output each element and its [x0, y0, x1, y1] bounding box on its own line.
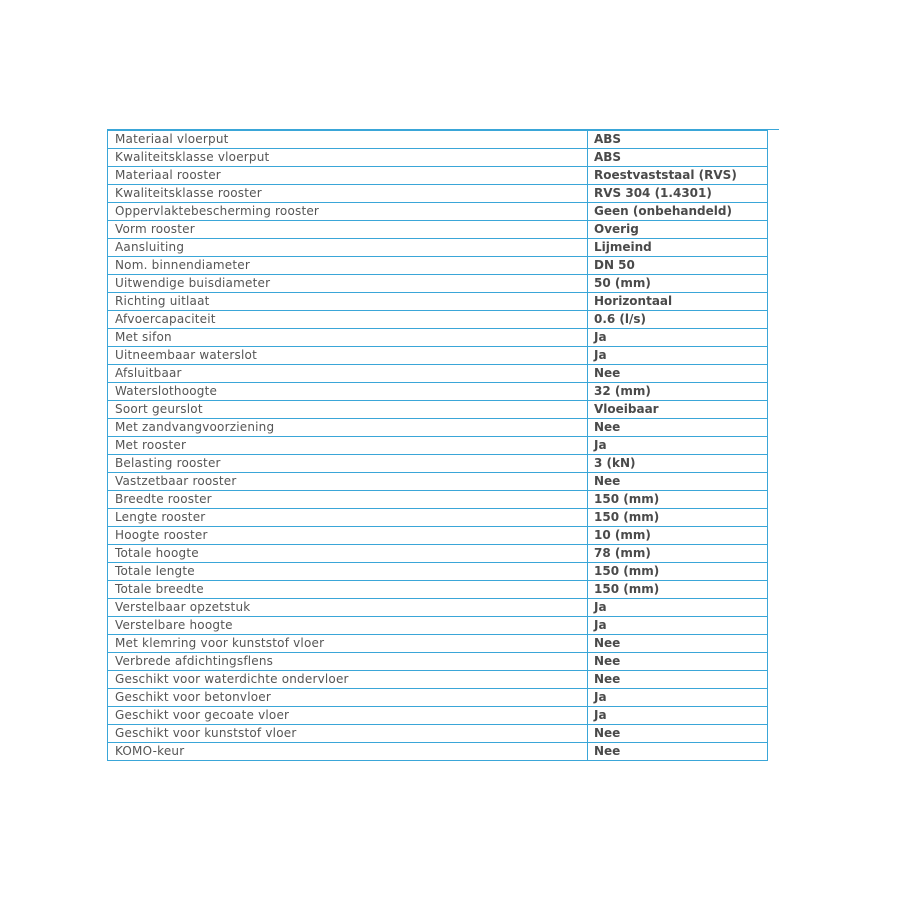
spec-label: Vastzetbaar rooster [108, 473, 588, 491]
spec-label: Geschikt voor kunststof vloer [108, 725, 588, 743]
spec-label: Hoogte rooster [108, 527, 588, 545]
table-row [108, 185, 768, 203]
spec-value: Ja [588, 707, 768, 725]
spec-label: Lengte rooster [108, 509, 588, 527]
spec-table [107, 130, 768, 761]
spec-label: Uitwendige buisdiameter [108, 275, 588, 293]
table-row [108, 383, 768, 401]
spec-label: Verbrede afdichtingsflens [108, 653, 588, 671]
spec-label: Geschikt voor betonvloer [108, 689, 588, 707]
table-row [108, 725, 768, 743]
spec-value: Vloeibaar [588, 401, 768, 419]
spec-value: Ja [588, 689, 768, 707]
spec-value: ABS [588, 131, 768, 149]
table-row [108, 491, 768, 509]
table-row [108, 167, 768, 185]
table-row [108, 401, 768, 419]
spec-label: Waterslothoogte [108, 383, 588, 401]
spec-label: Verstelbaar opzetstuk [108, 599, 588, 617]
spec-label: Afvoercapaciteit [108, 311, 588, 329]
spec-label: Materiaal vloerput [108, 131, 588, 149]
spec-value: Nee [588, 725, 768, 743]
spec-label: Vorm rooster [108, 221, 588, 239]
table-row [108, 617, 768, 635]
table-row [108, 563, 768, 581]
spec-label: Breedte rooster [108, 491, 588, 509]
spec-value: Geen (onbehandeld) [588, 203, 768, 221]
spec-label: Richting uitlaat [108, 293, 588, 311]
table-row [108, 473, 768, 491]
table-row [108, 635, 768, 653]
spec-value: 150 (mm) [588, 491, 768, 509]
table-row [108, 419, 768, 437]
spec-value: RVS 304 (1.4301) [588, 185, 768, 203]
spec-value: Horizontaal [588, 293, 768, 311]
spec-label: Met rooster [108, 437, 588, 455]
table-row [108, 221, 768, 239]
table-row [108, 707, 768, 725]
spec-label: Belasting rooster [108, 455, 588, 473]
spec-value: Ja [588, 329, 768, 347]
spec-table-body [108, 131, 768, 761]
table-row [108, 599, 768, 617]
spec-value: 150 (mm) [588, 563, 768, 581]
spec-value: 10 (mm) [588, 527, 768, 545]
spec-value: Nee [588, 671, 768, 689]
table-row [108, 257, 768, 275]
spec-label: Kwaliteitsklasse rooster [108, 185, 588, 203]
spec-label: Geschikt voor gecoate vloer [108, 707, 588, 725]
spec-label: Nom. binnendiameter [108, 257, 588, 275]
table-row [108, 131, 768, 149]
table-row [108, 671, 768, 689]
spec-label: Afsluitbaar [108, 365, 588, 383]
table-row [108, 203, 768, 221]
spec-value: 150 (mm) [588, 581, 768, 599]
table-row [108, 653, 768, 671]
spec-label: KOMO-keur [108, 743, 588, 761]
spec-label: Verstelbare hoogte [108, 617, 588, 635]
spec-label: Met sifon [108, 329, 588, 347]
table-row [108, 347, 768, 365]
spec-value: Nee [588, 473, 768, 491]
table-row [108, 545, 768, 563]
spec-value: Ja [588, 437, 768, 455]
spec-label: Totale breedte [108, 581, 588, 599]
spec-label: Geschikt voor waterdichte ondervloer [108, 671, 588, 689]
spec-value: Overig [588, 221, 768, 239]
spec-label: Aansluiting [108, 239, 588, 257]
table-row [108, 689, 768, 707]
spec-value: Nee [588, 653, 768, 671]
spec-label: Materiaal rooster [108, 167, 588, 185]
spec-label: Met zandvangvoorziening [108, 419, 588, 437]
spec-label: Kwaliteitsklasse vloerput [108, 149, 588, 167]
spec-value: Ja [588, 347, 768, 365]
table-row [108, 239, 768, 257]
table-row [108, 527, 768, 545]
table-row [108, 149, 768, 167]
spec-value: 32 (mm) [588, 383, 768, 401]
table-row [108, 311, 768, 329]
table-row [108, 365, 768, 383]
spec-label: Met klemring voor kunststof vloer [108, 635, 588, 653]
spec-value: 78 (mm) [588, 545, 768, 563]
spec-value: 150 (mm) [588, 509, 768, 527]
spec-value: Roestvaststaal (RVS) [588, 167, 768, 185]
table-row [108, 455, 768, 473]
spec-value: Nee [588, 635, 768, 653]
table-row [108, 581, 768, 599]
spec-value: DN 50 [588, 257, 768, 275]
spec-value: Nee [588, 743, 768, 761]
spec-value: Nee [588, 419, 768, 437]
table-row [108, 509, 768, 527]
table-row [108, 437, 768, 455]
spec-label: Totale hoogte [108, 545, 588, 563]
spec-label: Totale lengte [108, 563, 588, 581]
table-row [108, 329, 768, 347]
spec-label: Uitneembaar waterslot [108, 347, 588, 365]
spec-value: 0.6 (l/s) [588, 311, 768, 329]
spec-label: Soort geurslot [108, 401, 588, 419]
spec-value: Ja [588, 599, 768, 617]
spec-table-container [107, 130, 768, 761]
spec-value: 3 (kN) [588, 455, 768, 473]
table-row [108, 743, 768, 761]
table-row [108, 275, 768, 293]
spec-value: Ja [588, 617, 768, 635]
spec-value: 50 (mm) [588, 275, 768, 293]
spec-value: ABS [588, 149, 768, 167]
spec-label: Oppervlaktebescherming rooster [108, 203, 588, 221]
table-row [108, 293, 768, 311]
spec-value: Lijmeind [588, 239, 768, 257]
spec-value: Nee [588, 365, 768, 383]
